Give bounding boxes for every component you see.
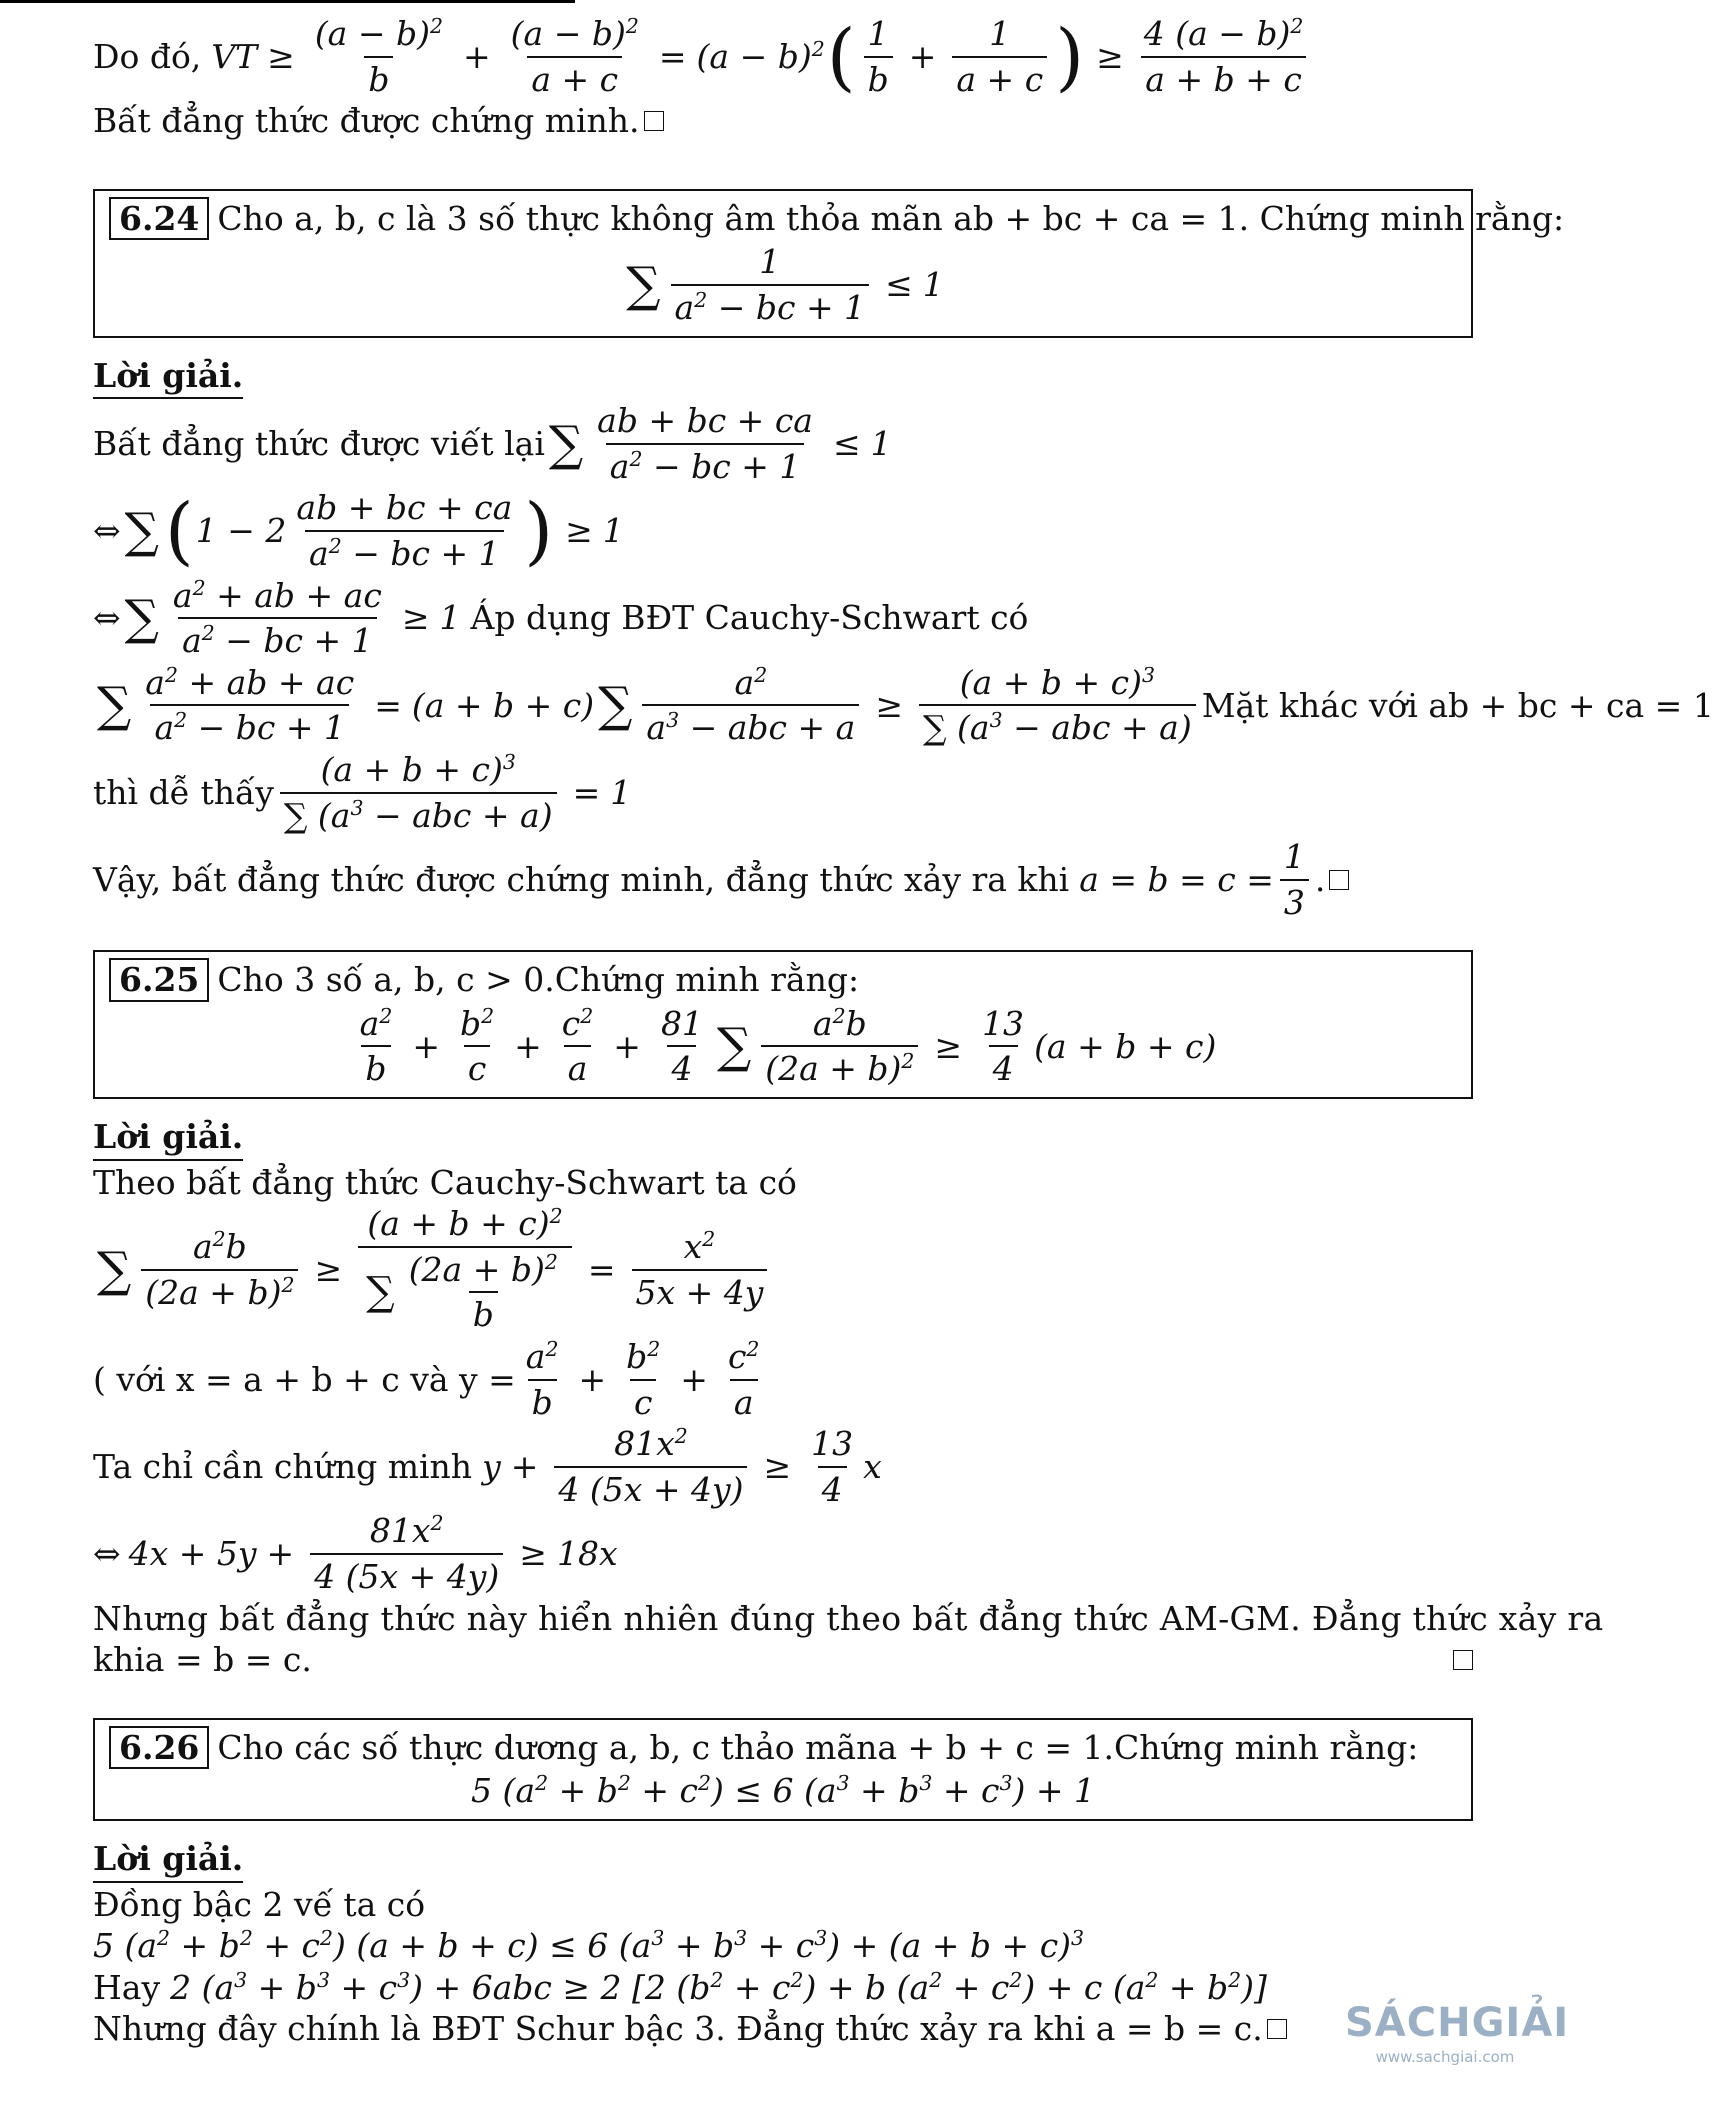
text: Bất đẳng thức được viết lại (93, 423, 545, 463)
problem-6-25 (93, 950, 1473, 1099)
text: Hay (93, 1967, 161, 2007)
problem-text: Cho a, b, c là 3 số thực không âm thỏa mãn ab + bc + ca = 1. Chứng minh rằng: (217, 198, 1565, 238)
p626-line-2: 5 $(a^2 + b^2 + c^2) (a + b + c) \le 6$ $(a^3 + b^3 + c^3) + (a + b + c)^3$ (93, 1926, 1085, 1966)
problem-text: Cho 3 số a, b, c > 0.Chứng minh rằng: (217, 960, 860, 1000)
content (93, 12, 1714, 2051)
text: Theo bất đẳng thức Cauchy-Schwart ta có (93, 1162, 797, 1202)
header-rule (0, 0, 575, 3)
p624-line-3: ⇔ ∑ $\frac{a^2 + ab + ac}{a^2 - bc + 1}$ ≥ 1 Áp dụng BĐT Cauchy-Schwart có (93, 575, 1029, 661)
p625-line-4: Ta chỉ cần chứng minh y + $\frac{81x^2}{4 (5x + 4y)}$ ≥ $\frac{13}{4}$ x (93, 1424, 882, 1509)
problem-6-24 (93, 189, 1565, 338)
problem-statement (109, 197, 1565, 241)
top-line-2 (93, 101, 1473, 141)
qed-icon (1453, 1650, 1473, 1670)
top-line-1: Do đó, VT ≥ $\frac{(a - b)^2}{b}$ + $\frac{(a - b)^2}{a + c}$ = $(a - b)^2$ ( $\frac{1}{b}$ + $\frac{1}{a + c}$ ) ≥ $\frac{4 (a - b)^2}{a + b + c}$ (93, 14, 1473, 99)
p624-line-2: ⇔ ∑ ( 1 − 2 $\frac{ab + bc + ca}{a^2 - bc + 1}$ ) ≥ 1 (93, 487, 624, 574)
text: Nhưng đây chính là BĐT Schur bậc 3. Đẳng thức xảy ra khi a = b = c. (93, 2009, 1263, 2049)
problem-formula: $\frac{a^2}{b}$ + $\frac{b^2}{c}$ + $\frac{c^2}{a}$ + $\frac{81}{4}$ ∑ $\frac{a^2b}{(2a + b)^2}$ ≥ $\frac{13}{4}$ (a + b + c) (359, 1003, 1217, 1089)
p625-line-6 (93, 1598, 1604, 1639)
sachgiai-logo (1345, 2000, 1570, 2066)
p625-line-1 (93, 1163, 1473, 1203)
p625-line-5: ⇔ 4x + 5y + $\frac{81x^2}{4 (5x + 4y)}$ ≥ 18x (93, 1511, 618, 1596)
solution-heading: Lời giải. (93, 356, 243, 400)
p624-line-6: Vậy, bất đẳng thức được chứng minh, đẳng thức xảy ra khi a = b = c = $\frac{1}{3}$ . (93, 837, 1473, 922)
solution-heading: Lời giải. (93, 1839, 243, 1883)
problem-formula: ∑ $\frac{1}{a^2 - bc + 1}$ ≤ 1 (626, 242, 944, 327)
text: ( với x = a + b + c và y = (93, 1359, 516, 1399)
text: Vậy, bất đẳng thức được chứng minh, đẳng thức xảy ra khi (93, 859, 1070, 899)
solution-heading: Lời giải. (93, 1117, 243, 1161)
p625-line-3: ( với x = a + b + c và y = $\frac{a^2}{b}$ + $\frac{b^2}{c}$ + $\frac{c^2}{a}$ (93, 1337, 760, 1422)
problem-number: 6.25 (109, 958, 209, 1002)
text: Bất đẳng thức được chứng minh. (93, 101, 640, 141)
p626-line-1 (93, 1885, 1473, 1925)
p624-line-4: ∑ $\frac{a^2 + ab + ac}{a^2 - bc + 1}$ = (a + b + c) ∑ $\frac{a^2}{a^3 - abc + a}$ ≥ $\frac{(a + b + c)^3}{\sum (a^3 - abc + a)}$ Mặt khác với ab + bc + ca = 1 (97, 662, 1714, 748)
p625-line-7 (93, 1640, 1473, 1680)
problem-statement (109, 958, 1457, 1002)
problem-number: 6.26 (109, 1726, 209, 1770)
text: Do đó, (93, 36, 202, 76)
p625-line-2: ∑ $\frac{a^2b}{(2a + b)^2}$ ≥ $(a + b + c)^2$ ∑ $\frac{(2a + b)^2}{b}$ = $\frac{x^2}{5x + 4y}$ (93, 1204, 1473, 1335)
text: Nhưng bất đẳng thức này hiển nhiên đúng theo bất đẳng thức AM-GM. Đẳng thức xảy ra (93, 1598, 1604, 1638)
qed-icon (644, 111, 664, 131)
problem-number: 6.24 (109, 197, 209, 241)
p626-line-4 (93, 2009, 1473, 2049)
text: Mặt khác với ab + bc + ca = 1 (1201, 685, 1714, 725)
problem-6-26 (93, 1718, 1473, 1821)
text: Ta chỉ cần chứng minh (93, 1447, 473, 1487)
p624-line-1: Bất đẳng thức được viết lại ∑ $\frac{ab + bc + ca}{a^2 - bc + 1}$ ≤ 1 (93, 401, 892, 486)
logo-url: www.sachgiai.com (1375, 2048, 1515, 2066)
text: thì dễ thấy (93, 772, 274, 812)
p626-line-3: Hay 2 $(a^3 + b^3 + c^3) + 6abc \ge 2$ [2 $(b^2 + c^2) + b$ $(a^2 + c^2) + c$ $(a^2 + b^2)$] (93, 1967, 1267, 2007)
text: khia = b = c. (93, 1640, 312, 1680)
text: Đồng bậc 2 vế ta có (93, 1884, 426, 1924)
qed-icon (1329, 870, 1349, 890)
text: Áp dụng BĐT Cauchy-Schwart có (470, 598, 1029, 638)
problem-statement (109, 1726, 1457, 1770)
qed-icon (1267, 2019, 1287, 2039)
problem-formula: 5 $(a^2 + b^2 + c^2) \le 6$ $(a^3 + b^3 + c^3) + 1$ (471, 1771, 1095, 1811)
logo-text: SÁCHGIẢI (1345, 2000, 1570, 2046)
p624-line-5: thì dễ thấy $\frac{(a + b + c)^3}{\sum (a^3 - abc + a)}$ = 1 (93, 749, 632, 835)
problem-text: Cho các số thực dương a, b, c thảo mãna + b + c = 1.Chứng minh rằng: (217, 1727, 1419, 1767)
